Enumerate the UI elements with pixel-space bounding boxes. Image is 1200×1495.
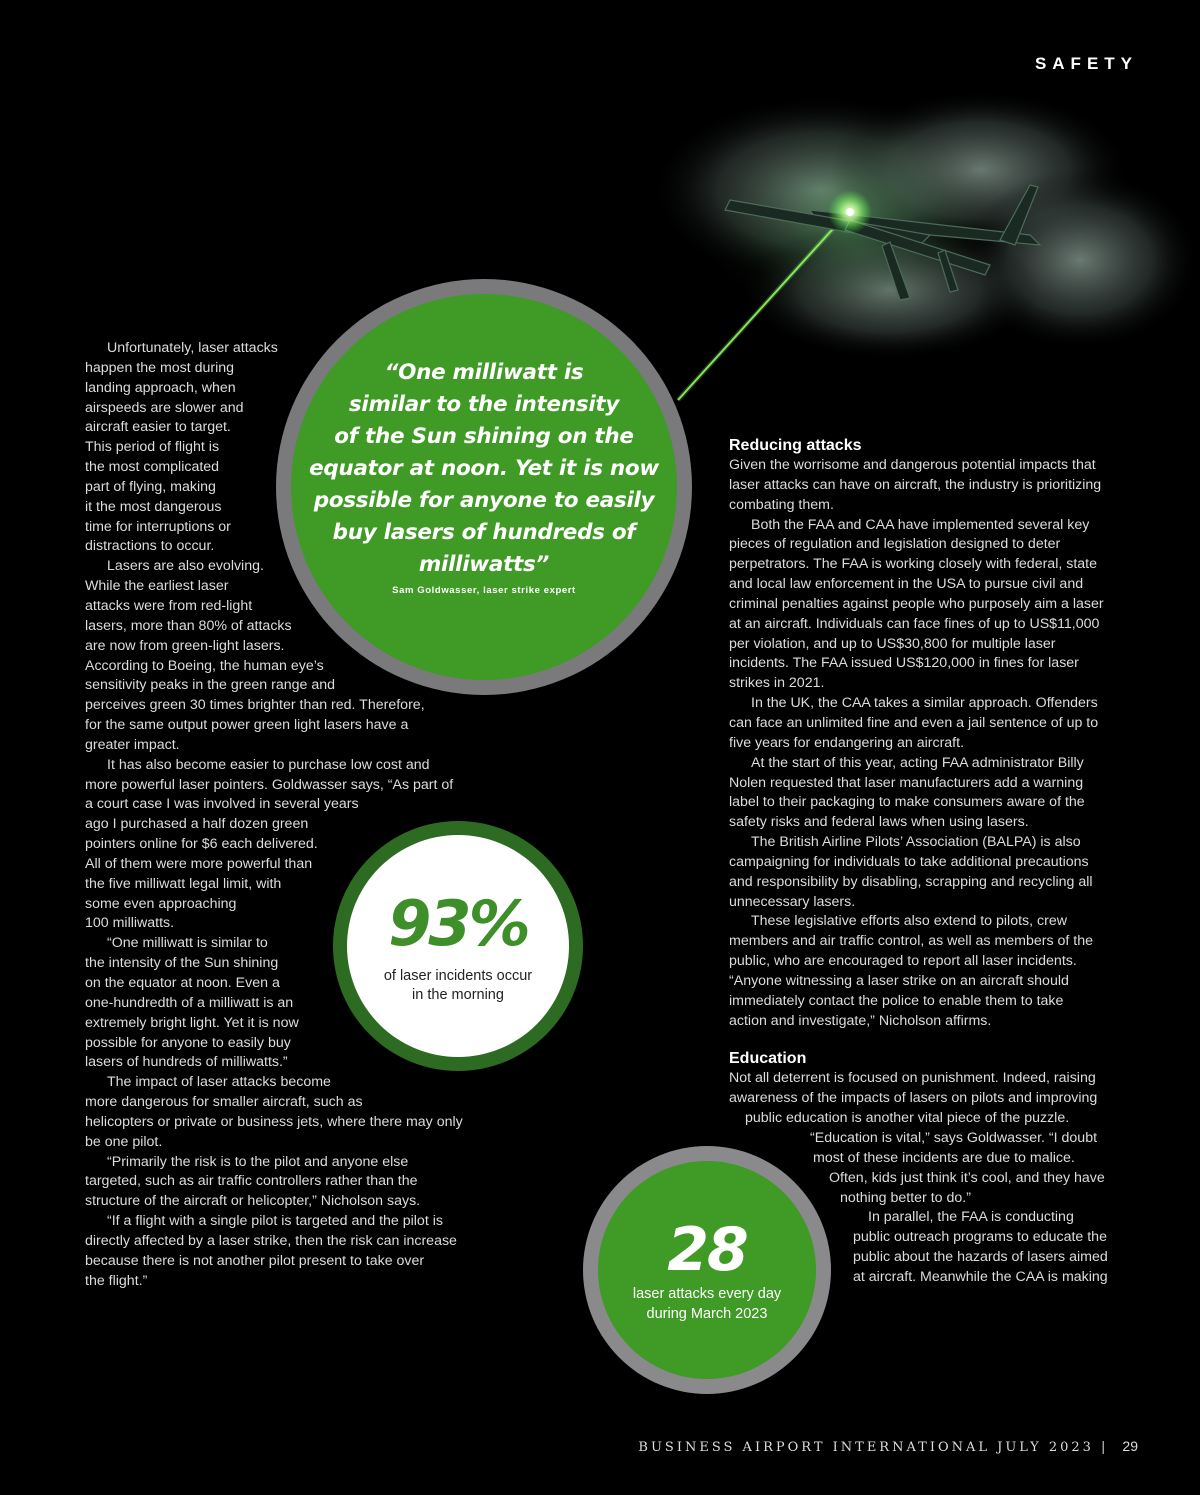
text-line: a court case I was involved in several years (85, 796, 359, 813)
stat-morning-caption-line: of laser incidents occur (383, 968, 533, 984)
text-line: be one pilot. (85, 1133, 163, 1150)
text-line: per violation, and up to US$30,800 for multiple laser (729, 635, 1056, 652)
text-line: helicopters or private or business jets, where there may only (85, 1113, 463, 1130)
text-line: “One milliwatt is similar to (107, 935, 268, 952)
text-line: aircraft easier to target. (85, 419, 231, 436)
stat-daily-caption-line: laser attacks every day (632, 1286, 782, 1302)
text-line: pointers online for $6 each delivered. (85, 836, 318, 853)
text-line: Given the worrisome and dangerous potential impacts that (729, 457, 1096, 473)
text-line: at aircraft. Meanwhile the CAA is making (853, 1268, 1108, 1285)
right-column (729, 436, 1149, 1288)
text-line: criminal penalties against people who purposely aim a laser (729, 595, 1104, 612)
text-line: because there is not another pilot present to take over (85, 1252, 425, 1269)
text-line: It has also become easier to purchase low cost and (107, 756, 430, 773)
text-line: In parallel, the FAA is conducting (868, 1209, 1074, 1226)
text-line: campaigning for individuals to take additional precautions (729, 853, 1089, 870)
text-line: five years for endangering an aircraft. (729, 734, 965, 751)
text-line: possible for anyone to easily buy (85, 1034, 291, 1051)
text-line: sensitivity peaks in the green range and (85, 677, 336, 694)
text-line: and local law enforcement in the USA to pursue civil and (729, 576, 1084, 593)
text-line: “Anyone witnessing a laser strike on an aircraft should (729, 972, 1069, 989)
stat-daily-caption (598, 1284, 816, 1324)
text-line: at an aircraft. Individuals can face fines of up to US$11,000 (729, 615, 1100, 632)
text-line: perpetrators. The FAA is working closely with federal, state (729, 556, 1097, 573)
stat-daily-circle (583, 1146, 831, 1394)
text-line: part of flying, making (85, 478, 216, 495)
text-line: the flight.” (85, 1272, 148, 1289)
publication-name: BUSINESS AIRPORT INTERNATIONAL JULY 2023 | (638, 1440, 1109, 1455)
text-line: Lasers are also evolving. (107, 558, 264, 575)
stat-morning-disc (347, 835, 569, 1057)
pull-quote-line: buy lasers of hundreds of (332, 520, 636, 545)
text-line: Unfortunately, laser attacks (107, 340, 278, 356)
pull-quote-attribution: Sam Goldwasser, laser strike expert (392, 585, 576, 596)
pull-quote-disc (291, 294, 677, 680)
text-line: Both the FAA and CAA have implemented several key (751, 516, 1090, 533)
section-label: SAFETY (1034, 54, 1138, 73)
page-footer (638, 1438, 1138, 1455)
text-line: pieces of regulation and legislation designed to deter (729, 536, 1061, 553)
text-line: 100 milliwatts. (85, 915, 175, 932)
text-line: members and air traffic control, as well as members of the (729, 933, 1094, 950)
pull-quote-text (291, 357, 677, 581)
text-line: more dangerous for smaller aircraft, such as (85, 1094, 363, 1111)
text-line: lasers, more than 80% of attacks (85, 617, 292, 634)
text-line: While the earliest laser (85, 578, 229, 595)
text-line: targeted, such as air traffic controllers rather than the (85, 1173, 418, 1190)
text-line: ago I purchased a half dozen green (85, 816, 309, 833)
text-line: immediately contact the police to enable them to take (729, 992, 1064, 1009)
text-line: awareness of the impacts of lasers on pilots and improving (729, 1090, 1098, 1107)
text-line: public education is another vital piece of the puzzle. (745, 1110, 1070, 1127)
text-line: structure of the aircraft or helicopter,” Nicholson says. (85, 1193, 421, 1210)
text-line: greater impact. (85, 736, 180, 753)
reducing-attacks-text (729, 456, 1149, 1031)
stat-daily-caption-line: during March 2023 (646, 1306, 768, 1322)
text-line: airspeeds are slower and (85, 399, 244, 416)
text-line: unnecessary lasers. (729, 893, 856, 910)
text-line: These legislative efforts also extend to pilots, crew (751, 913, 1067, 930)
pull-quote-line: “One milliwatt is (384, 360, 584, 385)
text-line: extremely bright light. Yet it is now (85, 1014, 299, 1031)
text-line: one-hundredth of a milliwatt is an (85, 994, 294, 1011)
text-line: attacks were from red-light (85, 597, 253, 614)
heading-reducing-attacks: Reducing attacks (729, 437, 862, 454)
pull-quote-line: similar to the intensity (348, 392, 620, 417)
text-line: most of these incidents are due to malice. (813, 1149, 1075, 1166)
text-line: The British Airline Pilots’ Association (BALPA) is also (751, 834, 1081, 851)
heading-education: Education (729, 1050, 807, 1068)
text-line: the most complicated (85, 459, 220, 476)
text-line: Often, kids just think it’s cool, and they have (829, 1169, 1105, 1186)
text-line: can face an unlimited fine and even a jail sentence of up to (729, 714, 1099, 731)
text-line: public outreach programs to educate the (853, 1229, 1107, 1246)
text-line: nothing better to do.” (840, 1189, 971, 1206)
text-line: public about the hazards of lasers aimed (853, 1249, 1108, 1266)
text-line: the intensity of the Sun shining (85, 955, 279, 972)
stat-daily-disc (598, 1161, 816, 1379)
text-line: time for interruptions or (85, 518, 231, 535)
text-line: combating them. (729, 496, 834, 513)
text-line: strikes in 2021. (729, 675, 825, 692)
pull-quote-line: possible for anyone to easily (313, 488, 655, 513)
text-line: it the most dangerous (85, 498, 222, 515)
pull-quote-line: milliwatts” (418, 552, 550, 577)
text-line: laser attacks can have on aircraft, the industry is prioritizing (729, 476, 1102, 493)
text-line: safety risks and federal laws when using lasers. (729, 814, 1029, 831)
text-line: Not all deterrent is focused on punishment. Indeed, raising (729, 1070, 1096, 1087)
text-line: The impact of laser attacks become (107, 1074, 331, 1091)
stat-morning-value: 93% (388, 887, 528, 960)
text-line: landing approach, when (85, 379, 236, 396)
pull-quote-line: of the Sun shining on the (334, 424, 634, 449)
text-line: directly affected by a laser strike, then the risk can increase (85, 1232, 457, 1249)
text-line: on the equator at noon. Even a (85, 975, 280, 991)
text-line: All of them were more powerful than (85, 855, 313, 872)
text-line: At the start of this year, acting FAA administrator Billy (751, 754, 1084, 771)
text-line: happen the most during (85, 359, 235, 376)
text-line: lasers of hundreds of milliwatts.” (85, 1054, 288, 1071)
stat-daily-value: 28 (667, 1215, 747, 1285)
text-line: “Education is vital,” says Goldwasser. “I doubt (810, 1130, 1098, 1146)
text-line: “Primarily the risk is to the pilot and anyone else (107, 1153, 409, 1170)
text-line: some even approaching (85, 895, 237, 912)
text-line: and responsibility by disabling, scrapping and recycling all (729, 873, 1093, 890)
text-line: “If a flight with a single pilot is targeted and the pilot is (107, 1213, 443, 1230)
text-line: Nolen requested that laser manufacturers add a warning (729, 774, 1084, 791)
text-line: incidents. The FAA issued US$120,000 in fines for laser (729, 655, 1079, 672)
stat-morning-caption-line: in the morning (412, 987, 504, 1003)
text-line: According to Boeing, the human eye’s (85, 657, 324, 674)
text-line: for the same output power green light lasers have a (85, 717, 409, 734)
text-line: label to their packaging to make consumers aware of the (729, 794, 1085, 811)
text-line: public, who are encouraged to report all laser incidents. (729, 953, 1077, 970)
text-line: action and investigate,” Nicholson affirms. (729, 1012, 992, 1029)
text-line: the five milliwatt legal limit, with (85, 875, 282, 892)
stat-morning-caption (347, 967, 569, 1005)
page-number: 29 (1122, 1438, 1138, 1454)
pull-quote-circle (276, 279, 692, 695)
pull-quote-line: equator at noon. Yet it is now (309, 456, 659, 481)
text-line: In the UK, the CAA takes a similar approach. Offenders (751, 695, 1098, 712)
stat-morning-circle (333, 821, 583, 1071)
text-line: distractions to occur. (85, 538, 215, 555)
text-line: perceives green 30 times brighter than red. Therefore, (85, 697, 425, 714)
text-line: are now from green-light lasers. (85, 637, 285, 654)
text-line: This period of flight is (85, 439, 220, 456)
text-line: more powerful laser pointers. Goldwasser says, “As part of (85, 776, 454, 793)
